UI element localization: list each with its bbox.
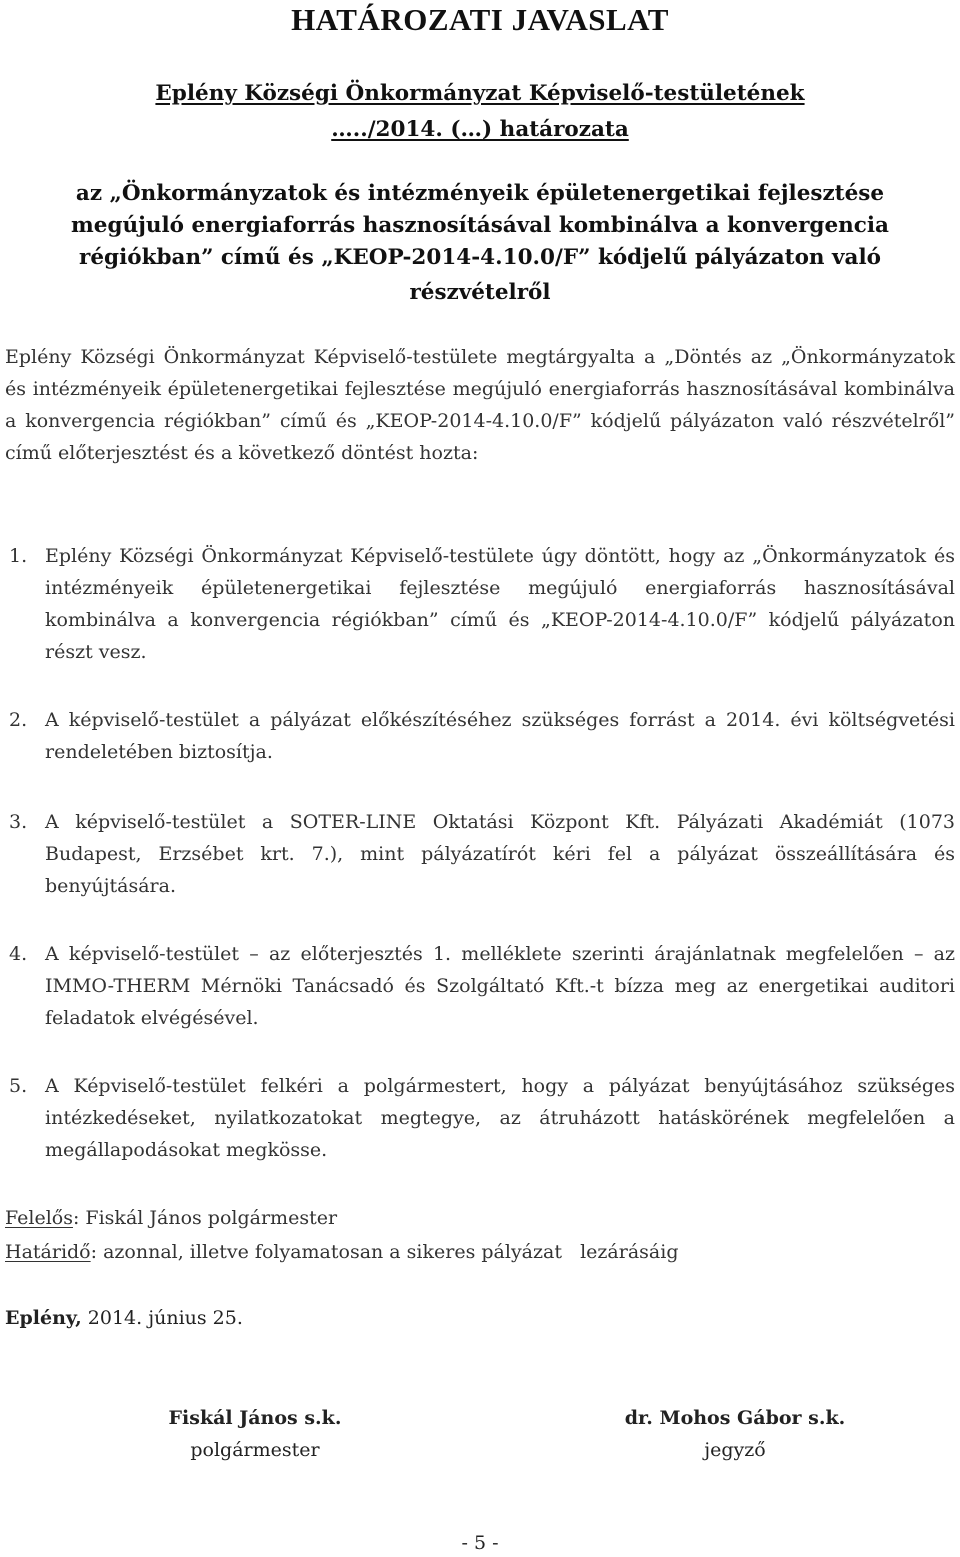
signature-name: Fiskál János s.k. <box>168 1407 342 1429</box>
subject-line-4: részvételről <box>409 280 551 305</box>
signature-mayor <box>95 1402 415 1466</box>
decision-number: 2. <box>9 709 28 731</box>
deadline-value: : azonnal, illetve folyamatosan a sikeres pályázat lezárásáig <box>90 1241 679 1263</box>
decision-text: A képviselő-testület a pályázat előkészítéséhez szükséges forrást a 2014. évi költségvetési rendeletében biztosítja. <box>45 709 955 763</box>
decision-item <box>9 540 955 668</box>
resolution-body-line: Eplény Községi Önkormányzat Képviselő-testületének <box>155 81 805 106</box>
place-date-line <box>5 1302 243 1334</box>
decision-text: A Képviselő-testület felkéri a polgármestert, hogy a pályázat benyújtásához szükséges intézkedéseket, nyilatkozatokat megtegye, az átruházott hatáskörének megfelelően a megállapodásokat megkösse. <box>45 1075 955 1161</box>
decision-number: 5. <box>9 1075 28 1097</box>
decision-number: 1. <box>9 545 28 567</box>
resolution-number-line: …../2014. (…) határozata <box>331 117 629 142</box>
decision-item <box>9 704 955 768</box>
decision-item <box>9 938 955 1034</box>
deadline-label: Határidő <box>5 1241 91 1263</box>
decision-item <box>9 806 955 902</box>
subject-line-2: megújuló energiaforrás hasznosításával kombinálva a konvergencia <box>71 213 889 238</box>
responsible-value: : Fiskál János polgármester <box>72 1207 338 1229</box>
signature-role: jegyző <box>704 1439 766 1461</box>
subject-line-1: az „Önkormányzatok és intézményeik épületenergetikai fejlesztése <box>75 181 885 206</box>
intro-paragraph: Eplény Községi Önkormányzat Képviselő-testülete megtárgyalta a „Döntés az „Önkormányzatok és intézményeik épületenergetikai fejlesztése megújuló energiaforrás hasznosításával kombinálva a konvergencia régiókban” című és „KEOP-2014-4.10.0/F” kódjelű pályázaton való részvételről” című előterjesztést és a következő döntést hozta: <box>5 346 955 464</box>
deadline-line <box>5 1236 678 1268</box>
decision-text: A képviselő-testület – az előterjesztés 1. melléklete szerinti árajánlatnak megfelelően – az IMMO-THERM Mérnöki Tanácsadó és Szolgáltató Kft.-t bízza meg az energetikai auditori feladatok elvégésével. <box>45 943 955 1029</box>
responsible-line <box>5 1202 337 1234</box>
subject-line-3: régiókban” című és „KEOP-2014-4.10.0/F” kódjelű pályázaton való <box>79 245 881 270</box>
decision-number: 3. <box>9 811 28 833</box>
decision-text: Eplény Községi Önkormányzat Képviselő-testülete úgy döntött, hogy az „Önkormányzatok és intézményeik épületenergetikai fejlesztése megújuló energiaforrás hasznosításával kombinálva a konvergencia régiókban” című és „KEOP-2014-4.10.0/F” kódjelű pályázaton részt vesz. <box>45 545 955 663</box>
document-title: HATÁROZATI JAVASLAT <box>291 2 669 37</box>
decision-text: A képviselő-testület a SOTER-LINE Oktatási Központ Kft. Pályázati Akadémiát (1073 Budapest, Erzsébet krt. 7.), mint pályázatírót kéri fel a pályázat összeállítására és benyújtására. <box>45 811 955 897</box>
decision-item <box>9 1070 955 1166</box>
responsible-label: Felelős <box>5 1207 73 1229</box>
page-number: - 5 - <box>461 1532 499 1554</box>
place: Eplény, <box>5 1307 82 1329</box>
signature-notary <box>575 1402 895 1466</box>
signature-name: dr. Mohos Gábor s.k. <box>624 1407 846 1429</box>
date: 2014. június 25. <box>81 1307 243 1329</box>
decision-number: 4. <box>9 943 28 965</box>
signature-role: polgármester <box>190 1439 320 1461</box>
